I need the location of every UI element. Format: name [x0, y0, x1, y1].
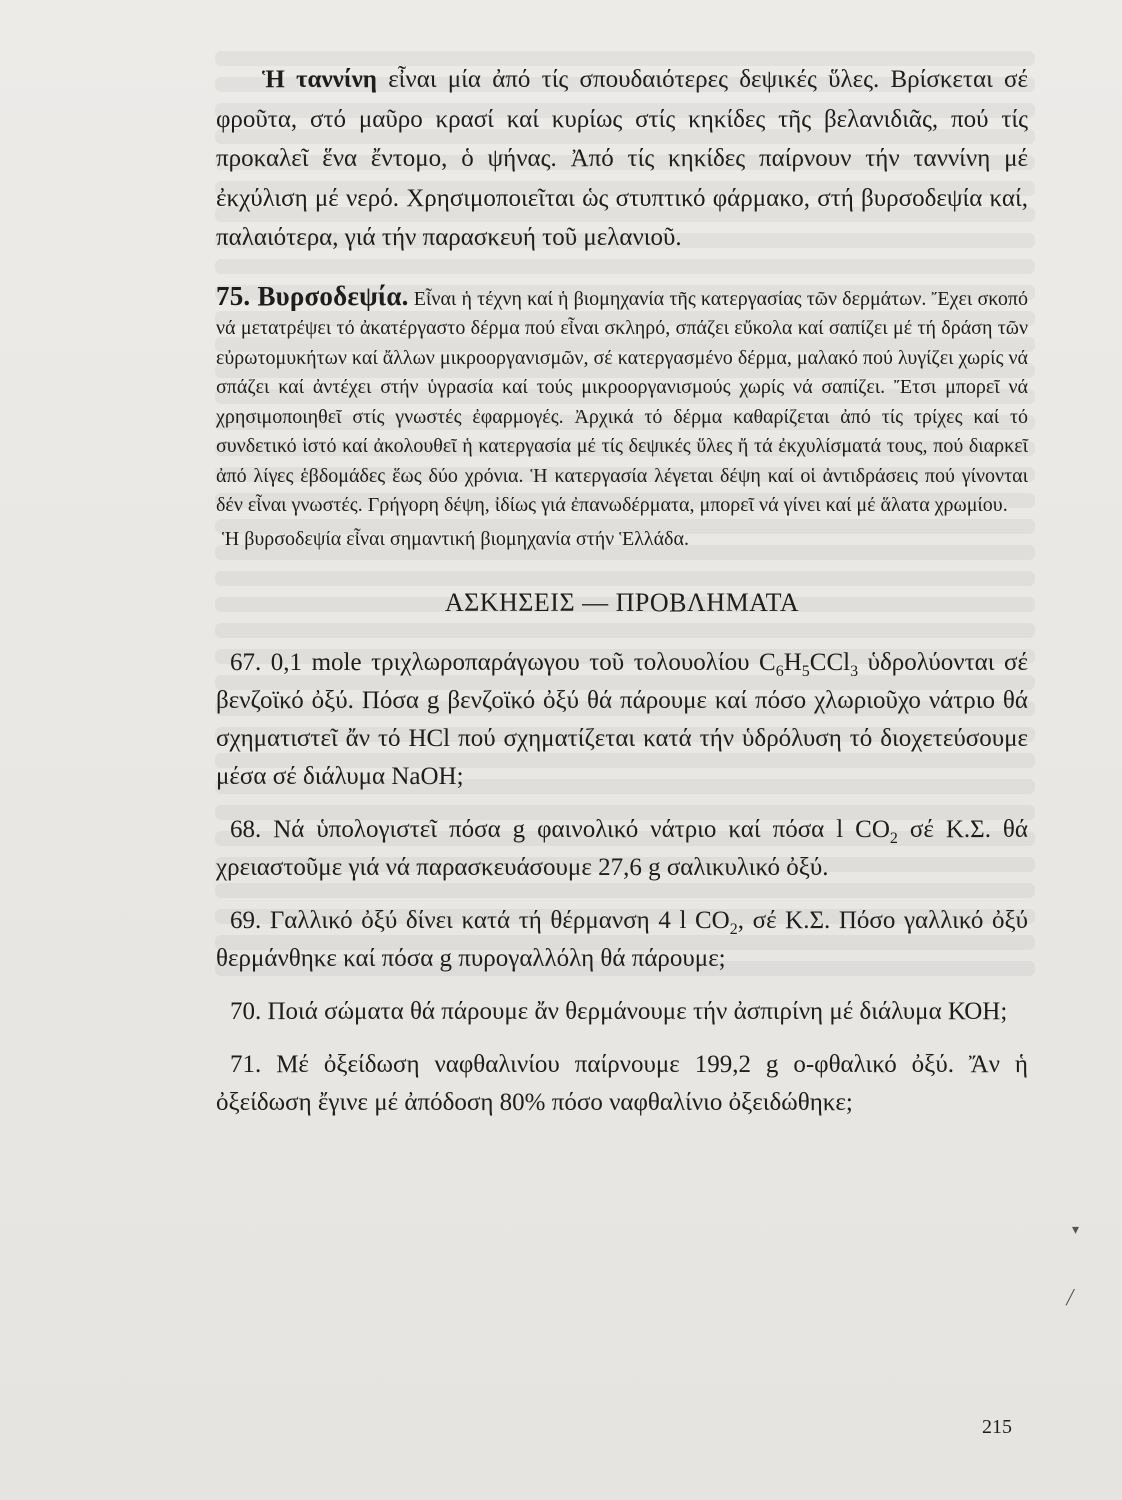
section-note: Ἡ βυρσοδεψία εἶναι σημαντική βιομηχανία στήν Ἑλλάδα. [222, 527, 689, 550]
problem-70: 70. Ποιά σώματα θά πάρουμε ἄν θερμάνουμε τήν ἀσπιρίνη μέ διάλυμα ΚΟΗ; [230, 997, 1008, 1025]
tanning-section [216, 282, 1028, 521]
tannin-term: Ἡ ταννίνη [262, 66, 377, 93]
exercises-heading: ΑΣΚΗΣΕΙΣ — ΠΡΟΒΛΗΜΑΤΑ [444, 587, 800, 617]
problem-71: 71. Μέ ὀξείδωση ναφθαλινίου παίρνουμε 199,2 g ο-φθαλικό ὀξύ. Ἄν ἡ ὀξείδωση ἔγινε μέ ἀπόδοση 80% πόσο ναφθαλίνιο ὀξειδώθηκε; [216, 1050, 1028, 1116]
page-content [216, 60, 1028, 1137]
tannin-text: εἶναι μία ἀπό τίς σπουδαιότερες δεψικές ὕλες. Βρίσκεται σέ φροῦτα, στό μαῦρο κρασί καί κυρίως στίς κηκίδες τῆς βελανιδιᾶς, πού τίς προκαλεῖ ἕνα ἔντομο, ὁ ψήνας. Ἀπό τίς κηκίδες παίρνουν τήν ταννίνη μέ ἐκχύλιση μέ νερό. Χρησιμοποιεῖται ὡς στυπτικό φάρμακο, στή βυρσοδεψία καί, παλαιότερα, γιά τήν παρασκευή τοῦ μελανιοῦ. [216, 66, 1028, 251]
problem-68: 68. Νά ὑπολογιστεῖ πόσα g φαινολικό νάτριο καί πόσα l $CO_2$ σέ Κ.Σ. θά χρειαστοῦμε γιά νά παρασκευάσουμε 27,6 g σαλικυλικό ὀξύ. [216, 815, 1028, 881]
page-number: 215 [982, 1416, 1012, 1438]
margin-mark: ╱ [1066, 1290, 1075, 1306]
section-title: 75. Βυρσοδεψία. [216, 280, 409, 311]
margin-mark: ▾ [1072, 1222, 1080, 1238]
section-text: Εἶναι ἡ τέχνη καί ἡ βιομηχανία τῆς κατεργασίας τῶν δερμάτων. Ἔχει σκοπό νά μετατρέψει τό ἀκατέργαστο δέρμα πού εἶναι σκληρό, σπάζει εὔκολα καί σαπίζει μέ τή δράση τῶν εὐρωτομυκήτων καί ἄλλων μικροοργανισμῶν, σέ κατεργασμένο δέρμα, μαλακό πού λυγίζει χωρίς νά σπάζει καί ἀντέχει στήν ὑγρασία καί τούς μικροοργανισμούς χωρίς νά σαπίζει. Ἔτσι μπορεῖ νά χρησιμοποιηθεῖ στίς γνωστές ἐφαρμογές. Ἀρχικά τό δέρμα καθαρίζεται ἀπό τίς τρίχες καί τό συνδετικό ἱστό καί ἀκολουθεῖ ἡ κατεργασία μέ τίς δεψικές ὕλες ἤ τά ἐκχυλίσματά τους, πού διαρκεῖ ἀπό λίγες ἑβδομάδες ἕως δύο χρόνια. Ἡ κατεργασία λέγεται δέψη καί οἱ ἀντιδράσεις πού γίνονται δέν εἶναι γνωστές. Γρήγορη δέψη, ἰδίως γιά ἐπανωδέρματα, μπορεῖ νά γίνει καί μέ ἅλατα χρωμίου. [216, 287, 1028, 516]
tannin-paragraph [216, 60, 1028, 258]
problem-67: 67. 0,1 mole τριχλωροπαράγωγου τοῦ τολουολίου $C_6H_5CCl_3$ ὑδρολύονται σέ βενζοϊκό ὀξύ. Πόσα g βενζοϊκό ὀξύ θά πάρουμε καί πόσο χλωριοῦχο νάτριο θά σχηματιστεῖ ἄν τό HCl πού σχηματίζεται κατά τήν ὑδρόλυση τό διοχετεύσουμε μέσα σέ διάλυμα NaOH; [216, 648, 1028, 790]
problem-69: 69. Γαλλικό ὀξύ δίνει κατά τή θέρμανση 4 l $CO_2$, σέ Κ.Σ. Πόσο γαλλικό ὀξύ θερμάνθηκε καί πόσα g πυρογαλλόλη θά πάρουμε; [216, 906, 1028, 972]
